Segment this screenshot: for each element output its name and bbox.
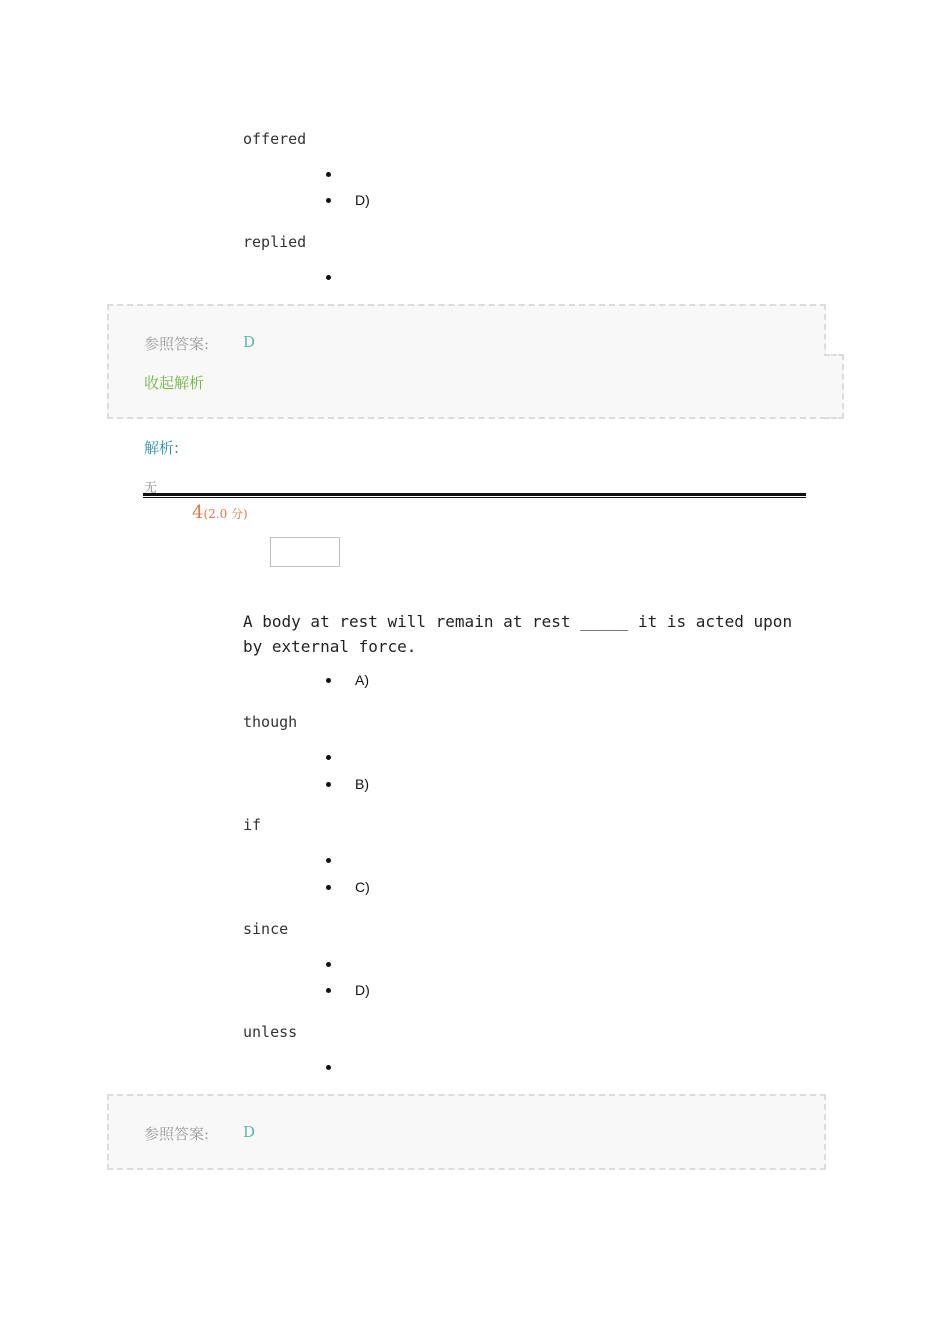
bullet xyxy=(326,198,331,203)
answer-box xyxy=(107,304,826,419)
question-number xyxy=(192,502,248,523)
bullet xyxy=(326,885,331,890)
bullet xyxy=(326,172,331,177)
bullet xyxy=(326,962,331,967)
bullet xyxy=(326,275,331,280)
question-text: A body at rest will remain at rest _____ it is acted upon by external force. xyxy=(243,612,793,656)
answer-label: 参照答案: xyxy=(144,1125,210,1143)
answer-box xyxy=(107,1094,826,1170)
option-text-a: though xyxy=(243,713,298,731)
option-label-d: D) xyxy=(355,982,370,998)
answer-label: 参照答案: xyxy=(144,335,210,353)
divider xyxy=(143,493,806,498)
collapse-analysis-link[interactable]: 收起解析 xyxy=(144,374,205,392)
prev-option-text-offered: offered xyxy=(243,130,307,148)
option-label-a: A) xyxy=(355,672,369,688)
question-score: (2.0 分) xyxy=(203,507,248,521)
bullet xyxy=(326,1065,331,1070)
option-text-c: since xyxy=(243,920,289,938)
option-label-d: D) xyxy=(355,192,370,208)
answer-value: D xyxy=(243,1123,256,1141)
answer-value: D xyxy=(243,333,256,351)
bullet xyxy=(326,678,331,683)
bullet xyxy=(326,755,331,760)
bullet xyxy=(326,782,331,787)
question-number-value: 4 xyxy=(192,502,204,523)
prev-option-text-replied: replied xyxy=(243,233,307,251)
option-label-b: B) xyxy=(355,776,369,792)
bullet xyxy=(326,858,331,863)
option-label-c: C) xyxy=(355,879,370,895)
option-text-d: unless xyxy=(243,1023,298,1041)
option-text-b: if xyxy=(243,816,262,834)
answer-input-box[interactable] xyxy=(270,537,340,567)
analysis-title: 解析: xyxy=(144,439,180,457)
analysis-body: 无 xyxy=(144,481,158,496)
bullet xyxy=(326,988,331,993)
answer-box-extension xyxy=(824,354,844,419)
